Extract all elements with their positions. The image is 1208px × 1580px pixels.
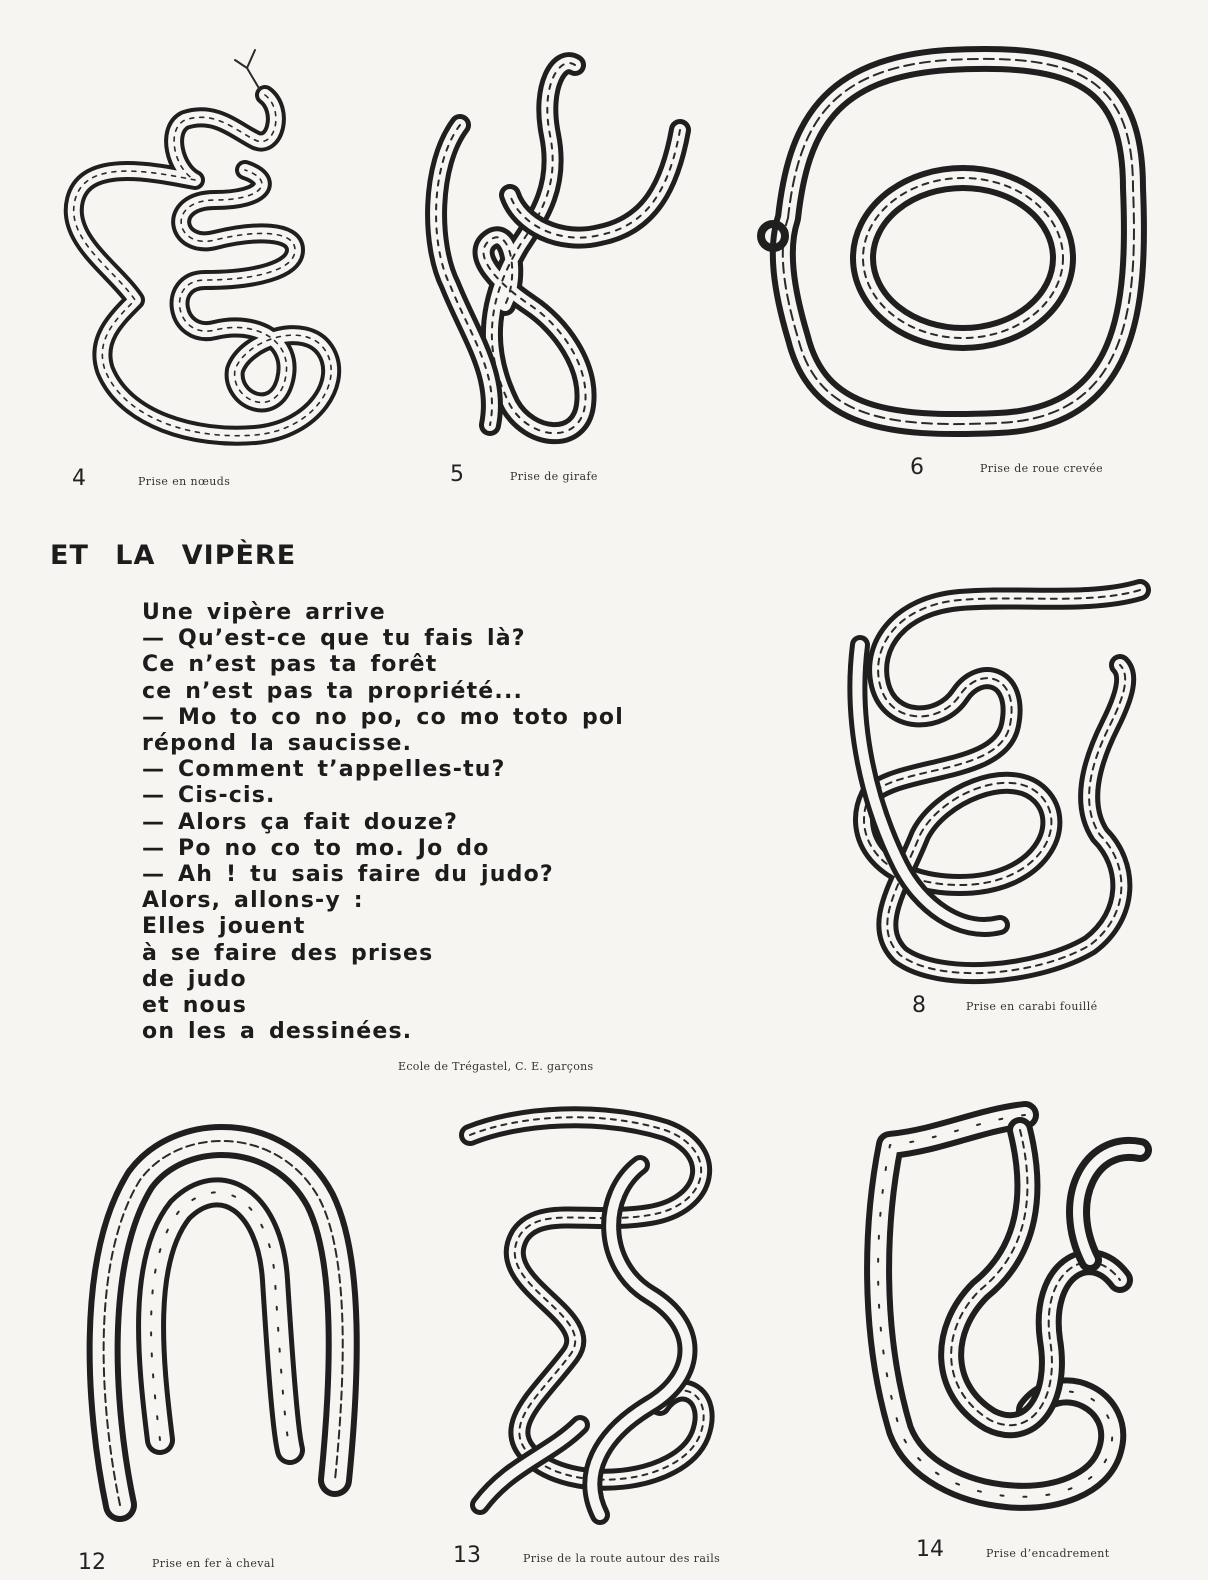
figure-caption: Prise de roue crevée [980,462,1104,475]
figure-caption: Prise de la route autour des rails [523,1552,721,1565]
snake-drawing-flat-tyre [748,38,1148,443]
poem-line: — Ah ! tu sais faire du judo? [142,862,554,888]
poem-line: — Alors ça fait douze? [142,809,459,835]
snake-drawing-giraffe [410,45,710,450]
poem-line: — Cis-cis. [142,783,276,809]
article-title: ET LA VIPÈRE [50,540,297,571]
poem-line: à se faire des prises [142,940,434,966]
figure-caption: Prise en fer à cheval [152,1557,275,1570]
snake-drawing-framing [860,1100,1160,1530]
figure-caption: Prise de girafe [510,470,598,483]
figure-number: 12 [78,1550,106,1575]
figure-caption: Prise d’encadrement [986,1547,1110,1560]
poem-line: — Mo to co no po, co mo toto pol [142,704,624,730]
poem [142,600,702,1045]
poem-line: Elles jouent [142,914,306,940]
figure-number: 13 [453,1543,481,1568]
snake-drawing-knots [55,40,355,450]
poem-line: — Comment t’appelles-tu? [142,757,506,783]
poem-line: répond la saucisse. [142,731,413,757]
poem-line: Alors, allons-y : [142,888,364,914]
figure-number: 8 [912,993,926,1018]
poem-line: ce n’est pas ta propriété... [142,678,524,704]
figure-number: 4 [72,466,86,491]
poem-line: de judo [142,966,247,992]
figure-number: 5 [450,462,464,487]
figure-number: 6 [910,455,924,480]
snake-drawing-road-rails [450,1105,735,1535]
figure-caption: Prise en carabi fouillé [966,1000,1098,1013]
poem-line: Une vipère arrive [142,600,386,625]
credit-line: Ecole de Trégastel, C. E. garçons [398,1060,594,1073]
snake-drawing-carabi [840,565,1165,985]
figure-caption: Prise en nœuds [138,475,231,488]
poem-line: — Po no co to mo. Jo do [142,835,490,861]
figure-number: 14 [916,1537,944,1562]
poem-line: et nous [142,993,248,1019]
poem-line: — Qu’est-ce que tu fais là? [142,626,526,652]
poem-line: Ce n’est pas ta forêt [142,652,438,678]
poem-line: on les a dessinées. [142,1019,413,1045]
snake-drawing-horseshoe [80,1110,365,1525]
